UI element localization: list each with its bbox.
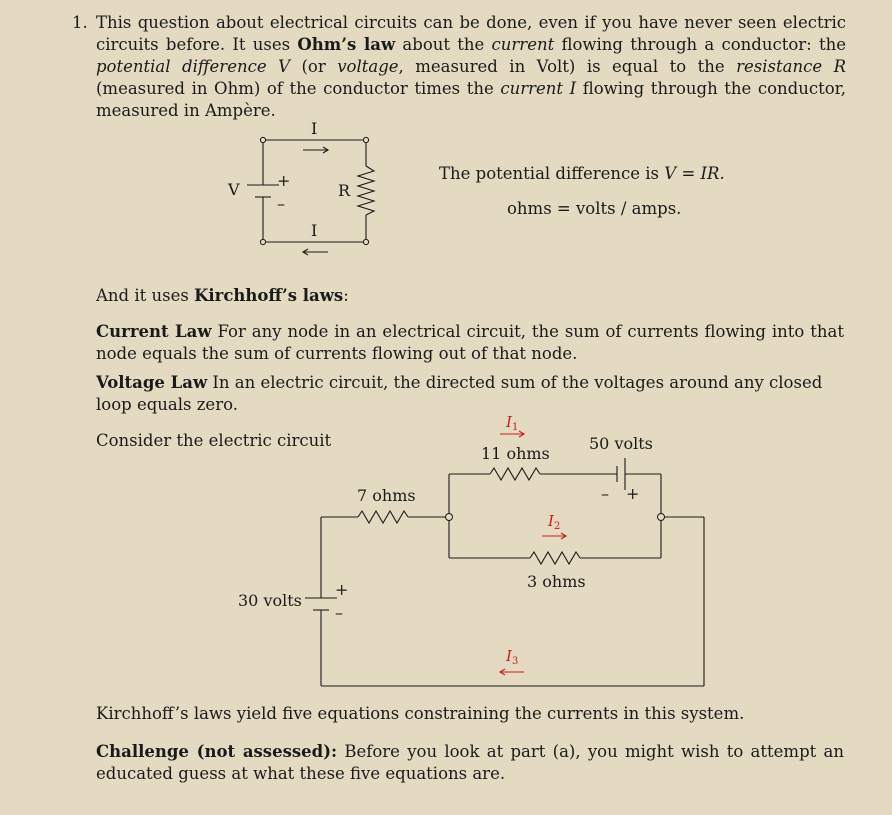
question-number: 1. [72, 13, 88, 32]
battery30-minus: – [335, 603, 343, 622]
current-law-title: Current Law [96, 322, 212, 341]
intro-text-2: about the [395, 35, 492, 54]
plus-sign: + [277, 171, 291, 190]
intro-text-5: , measured in Volt) is equal to the [398, 57, 737, 76]
resistor-3ohm-label: 3 ohms [527, 572, 586, 591]
yield-text: Kirchhoff’s laws yield five equations constraining the currents in this system. [96, 704, 745, 723]
challenge-text: Before you look at part (a), you might wish to attempt an educated guess at what these five equations are. [96, 742, 844, 783]
units-formula: ohms = volts / amps. [507, 199, 682, 218]
resistor-label: R [338, 181, 351, 200]
battery30-plus: + [335, 580, 349, 599]
current-label-bottom: I [311, 221, 318, 240]
current-law-text: For any node in an electrical circuit, the sum of currents flowing into that node equals the sum of currents flowing out of that node. [96, 322, 845, 363]
resistor-11ohm-label: 11 ohms [481, 444, 550, 463]
minus-sign: – [277, 194, 285, 213]
challenge-title: Challenge (not assessed): [96, 742, 338, 761]
current-term: current [491, 35, 555, 54]
i-symbol: I [569, 79, 577, 98]
voltage-label: V [228, 180, 240, 199]
i2-label: $I_2$ [548, 512, 561, 532]
potential-difference-term: potential difference [96, 57, 267, 76]
formula-equation: V = IR. [664, 164, 725, 183]
battery50-minus: – [601, 484, 609, 503]
kirchhoff-intro-text: And it uses [96, 286, 195, 305]
voltage-term: voltage [337, 57, 399, 76]
battery-30v-label: 30 volts [238, 591, 302, 610]
formula-text: The potential difference is [439, 164, 665, 183]
i1-label: $I_1$ [506, 413, 519, 433]
kirchhoff-colon: : [343, 286, 349, 305]
voltage-law-title: Voltage Law [96, 373, 208, 392]
battery-50v-label: 50 volts [589, 434, 653, 453]
current-term-2: current [500, 79, 563, 98]
kirchhoff-laws-term: Kirchhoff’s laws [194, 286, 344, 305]
intro-text-4: (or [290, 57, 338, 76]
consider-text: Consider the electric circuit [96, 431, 332, 450]
ohms-law-term: Ohm’s law [297, 35, 396, 54]
resistor-11ohm [490, 468, 540, 480]
intro-text-3: flowing through a conductor: the [554, 35, 846, 54]
current-label-top: I [311, 119, 318, 138]
intro-text-7: flowing through the conductor, measured in Ampère. [96, 79, 847, 120]
voltage-law-text: In an electric circuit, the directed sum of the voltages around any closed loop equals zero. [96, 373, 823, 414]
intro-text-1: This question about electrical circuits can be done, even if you have never seen electric circuits before. It uses [96, 13, 846, 54]
intro-text-6: (measured in Ohm) of the conductor times the [96, 79, 501, 98]
i3-label: $I_3$ [506, 647, 519, 667]
resistor-3ohm [530, 552, 580, 564]
resistance-term: resistance [736, 57, 823, 76]
v-symbol: V [278, 57, 290, 76]
resistor-7ohm-label: 7 ohms [357, 486, 416, 505]
junction-node-right [658, 514, 665, 521]
r-symbol: R [833, 57, 847, 76]
resistor-7ohm [358, 511, 408, 523]
junction-node-left [446, 514, 453, 521]
battery50-plus: + [626, 484, 640, 503]
